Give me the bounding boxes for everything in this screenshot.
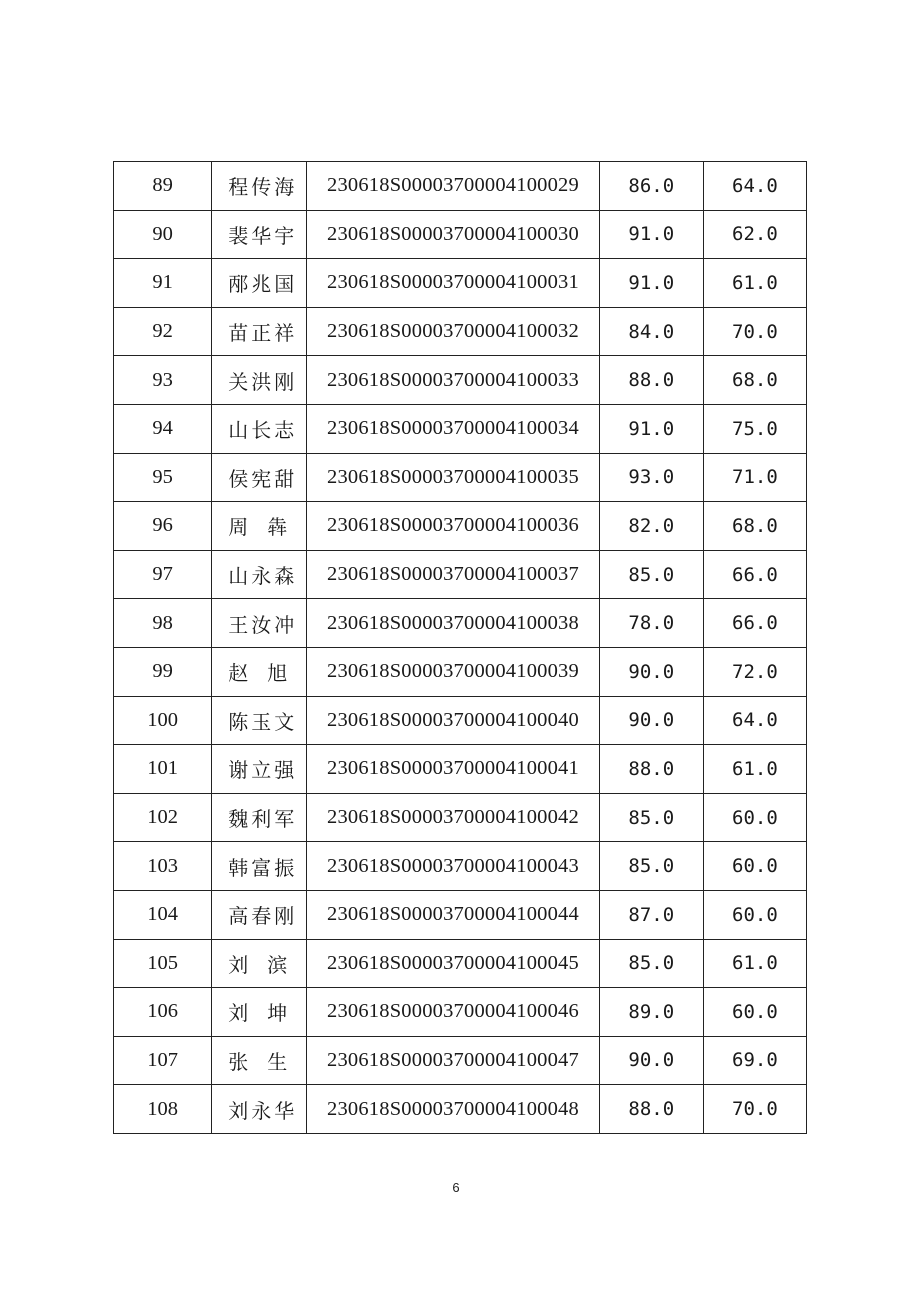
candidate-id: 230618S00003700004100041: [307, 745, 599, 794]
candidate-id: 230618S00003700004100040: [307, 696, 599, 745]
table-row: [114, 890, 807, 939]
table-row: [114, 307, 807, 356]
score-2: 61.0: [703, 745, 806, 794]
candidate-name: 魏利军: [212, 793, 307, 842]
score-1: 88.0: [599, 745, 703, 794]
score-1: 85.0: [599, 842, 703, 891]
score-1: 93.0: [599, 453, 703, 502]
row-number: 104: [114, 890, 212, 939]
score-1: 90.0: [599, 647, 703, 696]
table-row: [114, 210, 807, 259]
table-row: [114, 502, 807, 551]
candidate-id: 230618S00003700004100030: [307, 210, 599, 259]
candidate-id: 230618S00003700004100047: [307, 1036, 599, 1085]
candidate-id: 230618S00003700004100034: [307, 404, 599, 453]
candidate-id: 230618S00003700004100031: [307, 259, 599, 308]
row-number: 102: [114, 793, 212, 842]
score-1: 89.0: [599, 988, 703, 1037]
candidate-name: 高春刚: [212, 890, 307, 939]
score-table-body: [114, 162, 807, 1134]
candidate-id: 230618S00003700004100037: [307, 550, 599, 599]
score-2: 60.0: [703, 842, 806, 891]
row-number: 98: [114, 599, 212, 648]
score-1: 91.0: [599, 259, 703, 308]
candidate-id: 230618S00003700004100032: [307, 307, 599, 356]
candidate-id: 230618S00003700004100035: [307, 453, 599, 502]
table-row: [114, 1036, 807, 1085]
row-number: 100: [114, 696, 212, 745]
score-2: 61.0: [703, 259, 806, 308]
score-1: 91.0: [599, 210, 703, 259]
score-2: 75.0: [703, 404, 806, 453]
table-row: [114, 453, 807, 502]
score-2: 72.0: [703, 647, 806, 696]
candidate-id: 230618S00003700004100043: [307, 842, 599, 891]
score-2: 66.0: [703, 599, 806, 648]
score-2: 68.0: [703, 502, 806, 551]
table-row: [114, 793, 807, 842]
candidate-name: 山永森: [212, 550, 307, 599]
score-2: 60.0: [703, 793, 806, 842]
score-1: 84.0: [599, 307, 703, 356]
score-1: 91.0: [599, 404, 703, 453]
row-number: 94: [114, 404, 212, 453]
table-row: [114, 842, 807, 891]
row-number: 90: [114, 210, 212, 259]
score-1: 85.0: [599, 550, 703, 599]
score-2: 70.0: [703, 1085, 806, 1134]
candidate-name: 陈玉文: [212, 696, 307, 745]
table-row: [114, 259, 807, 308]
table-row: [114, 599, 807, 648]
row-number: 96: [114, 502, 212, 551]
candidate-name: 韩富振: [212, 842, 307, 891]
table-row: [114, 162, 807, 211]
table-row: [114, 988, 807, 1037]
candidate-name: 侯宪甜: [212, 453, 307, 502]
row-number: 106: [114, 988, 212, 1037]
candidate-id: 230618S00003700004100039: [307, 647, 599, 696]
candidate-name: 邴兆国: [212, 259, 307, 308]
score-1: 78.0: [599, 599, 703, 648]
row-number: 91: [114, 259, 212, 308]
row-number: 99: [114, 647, 212, 696]
score-1: 85.0: [599, 939, 703, 988]
table-row: [114, 696, 807, 745]
candidate-id: 230618S00003700004100048: [307, 1085, 599, 1134]
candidate-id: 230618S00003700004100045: [307, 939, 599, 988]
score-2: 71.0: [703, 453, 806, 502]
candidate-id: 230618S00003700004100042: [307, 793, 599, 842]
table-row: [114, 745, 807, 794]
score-1: 86.0: [599, 162, 703, 211]
score-2: 62.0: [703, 210, 806, 259]
row-number: 95: [114, 453, 212, 502]
row-number: 93: [114, 356, 212, 405]
table-row: [114, 356, 807, 405]
row-number: 89: [114, 162, 212, 211]
candidate-name: 刘滨: [212, 939, 307, 988]
score-table: [113, 161, 807, 1134]
candidate-name: 王汝冲: [212, 599, 307, 648]
candidate-id: 230618S00003700004100033: [307, 356, 599, 405]
row-number: 103: [114, 842, 212, 891]
score-1: 87.0: [599, 890, 703, 939]
candidate-id: 230618S00003700004100029: [307, 162, 599, 211]
score-1: 90.0: [599, 696, 703, 745]
candidate-name: 山长志: [212, 404, 307, 453]
table-row: [114, 404, 807, 453]
table-row: [114, 550, 807, 599]
candidate-name: 关洪刚: [212, 356, 307, 405]
row-number: 108: [114, 1085, 212, 1134]
candidate-name: 张生: [212, 1036, 307, 1085]
score-1: 88.0: [599, 356, 703, 405]
candidate-id: 230618S00003700004100044: [307, 890, 599, 939]
candidate-name: 刘永华: [212, 1085, 307, 1134]
score-1: 85.0: [599, 793, 703, 842]
score-2: 70.0: [703, 307, 806, 356]
score-2: 64.0: [703, 696, 806, 745]
score-2: 61.0: [703, 939, 806, 988]
candidate-name: 赵旭: [212, 647, 307, 696]
row-number: 107: [114, 1036, 212, 1085]
row-number: 97: [114, 550, 212, 599]
table-row: [114, 647, 807, 696]
score-2: 60.0: [703, 890, 806, 939]
score-2: 66.0: [703, 550, 806, 599]
page-number: 6: [452, 1180, 460, 1195]
score-1: 90.0: [599, 1036, 703, 1085]
row-number: 101: [114, 745, 212, 794]
candidate-name: 裴华宇: [212, 210, 307, 259]
row-number: 105: [114, 939, 212, 988]
candidate-id: 230618S00003700004100046: [307, 988, 599, 1037]
candidate-name: 程传海: [212, 162, 307, 211]
table-row: [114, 939, 807, 988]
candidate-name: 刘坤: [212, 988, 307, 1037]
score-2: 69.0: [703, 1036, 806, 1085]
candidate-name: 苗正祥: [212, 307, 307, 356]
score-1: 82.0: [599, 502, 703, 551]
candidate-name: 周犇: [212, 502, 307, 551]
candidate-id: 230618S00003700004100038: [307, 599, 599, 648]
score-2: 60.0: [703, 988, 806, 1037]
candidate-id: 230618S00003700004100036: [307, 502, 599, 551]
row-number: 92: [114, 307, 212, 356]
score-2: 64.0: [703, 162, 806, 211]
score-2: 68.0: [703, 356, 806, 405]
score-1: 88.0: [599, 1085, 703, 1134]
table-row: [114, 1085, 807, 1134]
candidate-name: 谢立强: [212, 745, 307, 794]
